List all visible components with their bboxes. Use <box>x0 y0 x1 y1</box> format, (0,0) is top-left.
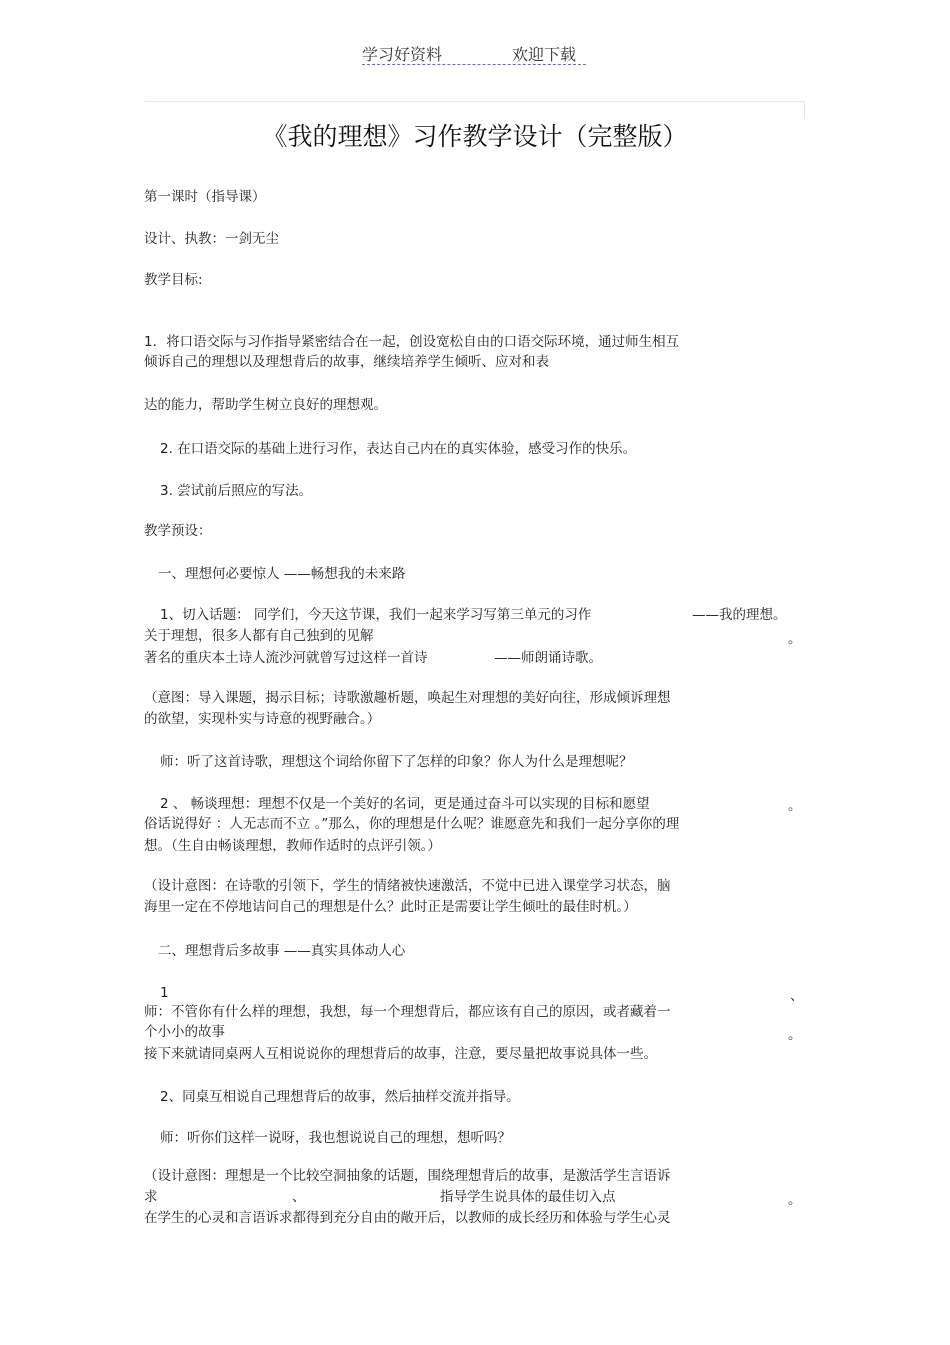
intent-3-line-2-comma: 、 <box>292 1189 306 1205</box>
intent-3-line-2-end: 指导学生说具体的最佳切入点 <box>440 1189 616 1205</box>
header-rule <box>145 101 805 102</box>
period-mark: 。 <box>788 631 802 647</box>
document-title: 《我的理想》习作教学设计（完整版） <box>262 122 688 151</box>
page-header <box>362 42 586 65</box>
comma-mark: 、 <box>790 988 804 1004</box>
intent-3-line-1: （设计意图：理想是一个比较空洞抽象的话题，围绕理想背后的故事，是激活学生言语诉 <box>144 1168 671 1184</box>
step-4: 2、同桌互相说自己理想背后的故事，然后抽样交流并指导。 <box>160 1089 520 1105</box>
intent-2-line-1: （设计意图：在诗歌的引领下，学生的情绪被快速激活，不觉中已进入课堂学习状态，脑 <box>144 878 671 894</box>
step-3-line-2: 个小小的故事 <box>144 1024 225 1040</box>
step-3-line-1: 师：不管你有什么样的理想，我想，每一个理想背后，都应该有自己的原因，或者藏着一 <box>144 1004 671 1020</box>
goals-heading: 教学目标: <box>144 272 203 288</box>
intent-1-line-1: （意图：导入课题，揭示目标；诗歌激趣析题，唤起生对理想的美好向往，形成倾诉理想 <box>144 690 671 706</box>
goal-2: 2. 在口语交际的基础上进行习作，表达自己内在的真实体验，感受习作的快乐。 <box>160 441 637 457</box>
goal-1-line-3: 达的能力，帮助学生树立良好的理想观。 <box>144 397 387 413</box>
teacher-question-1: 师：听了这首诗歌，理想这个词给你留下了怎样的印象？你人为什么是理想呢？ <box>160 754 633 770</box>
intent-3-line-3: 在学生的心灵和言语诉求都得到充分自由的敞开后，以教师的成长经历和体验与学生心灵 <box>144 1210 671 1226</box>
period-mark: 。 <box>788 1192 802 1208</box>
teacher-question-2: 师：听你们这样一说呀，我也想说说自己的理想，想听吗？ <box>160 1130 511 1146</box>
section-2-heading: 二、理想背后多故事 ——真实具体动人心 <box>158 943 406 959</box>
step-3-line-3: 接下来就请同桌两人互相说说你的理想背后的故事，注意，要尽量把故事说具体一些。 <box>144 1046 657 1062</box>
step-1-topic: ——我的理想。 <box>692 607 787 623</box>
intent-2-line-2: 海里一定在不停地诘问自己的理想是什么？此时正是需要让学生倾吐的最佳时机。） <box>144 899 637 915</box>
step-1-line-3: 著名的重庆本土诗人流沙河就曾写过这样一首诗 <box>144 650 428 666</box>
preset-heading: 教学预设： <box>144 523 212 539</box>
step-2-line-3: 想。（生自由畅谈理想，教师作适时的点评引领。） <box>144 838 441 854</box>
step-1-text: 1、切入话题： 同学们，今天这节课，我们一起来学习写第三单元的习作 <box>160 607 592 623</box>
period-mark: 。 <box>788 798 802 814</box>
header-right-text: 欢迎下载 <box>512 45 577 64</box>
step-3-number: 1 <box>160 985 169 1001</box>
step-1-recite: ——师朗诵诗歌。 <box>494 650 602 666</box>
intent-3-line-2-start: 求 <box>144 1189 158 1205</box>
goal-3: 3. 尝试前后照应的写法。 <box>160 483 313 499</box>
step-2-line-2: 俗话说得好 ：人无志而不立 。”那么，你的理想是什么呢？谁愿意先和我们一起分享你的理 <box>144 816 680 832</box>
step-1-line-2: 关于理想，很多人都有自己独到的见解 <box>144 628 374 644</box>
section-1-heading: 一、理想何必要惊人 ——畅想我的未来路 <box>158 566 406 582</box>
lesson-label: 第一课时（指导课） <box>144 189 266 205</box>
step-2-line-1: 2 、 畅谈理想：理想不仅是一个美好的名词，更是通过奋斗可以实现的目标和愿望 <box>160 796 650 812</box>
intent-1-line-2: 的欲望，实现朴实与诗意的视野融合。） <box>144 711 381 727</box>
designer-line: 设计、执教：一剑无尘 <box>144 231 279 247</box>
period-mark: 。 <box>788 1027 802 1043</box>
goal-1-line-1: 1．将口语交际与习作指导紧密结合在一起，创设宽松自由的口语交际环境，通过师生相互 <box>144 334 680 350</box>
header-left-text: 学习好资料 <box>362 45 443 64</box>
goal-1-line-2: 倾诉自己的理想以及理想背后的故事，继续培养学生倾听、应对和表 <box>144 354 549 370</box>
